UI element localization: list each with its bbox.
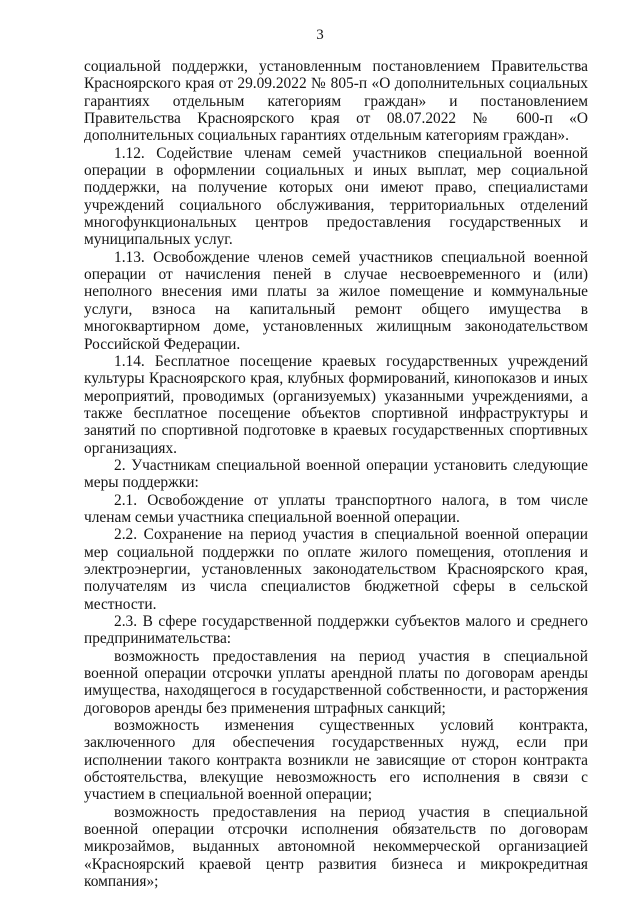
list-item-microloan-deferral: возможность предоставления на период участия в специальной военной операции отсрочки исполнения обязательств по договорам микрозаймов, выданных автономной некоммерческой организацией «Красноярский краевой центр развития бизнеса и микрокредитная компания»; <box>84 803 588 891</box>
paragraph-2-3: 2.3. В сфере государственной поддержки субъектов малого и среднего предпринимательства: <box>84 613 588 648</box>
page-number: 3 <box>316 27 324 43</box>
paragraph-1-13: 1.13. Освобождение членов семей участников специальной военной операции от начисления пеней в случае несвоевременного и (или) неполного внесения ими платы за жилое помещение и коммунальные услуги, взноса на капитальный ремонт общего имущества в многоквартирном доме, установленных жилищным законодательством Российской Федерации. <box>84 248 588 353</box>
document-body <box>84 58 588 891</box>
list-item-rent-deferral: возможность предоставления на период участия в специальной военной операции отсрочки уплаты арендной платы по договорам аренды имущества, находящегося в государственной собственности, и расторжения договоров аренды без применения штрафных санкций; <box>84 647 588 717</box>
paragraph-1-12: 1.12. Содействие членам семей участников специальной военной операции в оформлении социальных и иных выплат, мер социальной поддержки, на получение которых они имеют право, специалистами учреждений социального обслуживания, территориальных отделений многофункциональных центров предоставления государственных и муниципальных услуг. <box>84 144 588 249</box>
paragraph-2: 2. Участникам специальной военной операции установить следующие меры поддержки: <box>84 456 588 492</box>
paragraph-2-2: 2.2. Сохранение на период участия в специальной военной операции мер социальной поддержки по оплате жилого помещения, отопления и электроэнергии, установленных законодательством Красноярского края, получателям из числа специалистов бюджетной сферы в сельской местности. <box>84 526 588 613</box>
paragraph-2-1: 2.1. Освобождение от уплаты транспортного налога, в том числе членам семьи участника специальной военной операции. <box>84 491 588 526</box>
list-item-contract-change: возможность изменения существенных условий контракта, заключенного для обеспечения государственных нужд, если при исполнении такого контракта возникли не зависящие от сторон контракта обстоятельства, влекущие невозможность его исполнения в связи с участием в специальной военной операции; <box>84 717 588 804</box>
paragraph-1-14: 1.14. Бесплатное посещение краевых государственных учреждений культуры Красноярского края, клубных формирований, кинопоказов и иных мероприятий, проводимых (организуемых) указанными учреждениями, а также бесплатное посещение объектов спортивной инфраструктуры и занятий по спортивной подготовке в краевых государственных спортивных организациях. <box>84 352 588 457</box>
paragraph-continuation: социальной поддержки, установленным постановлением Правительства Красноярского края от 29.09.2022 № 805-п «О дополнительных социальных гарантиях отдельным категориям граждан» и постановлением Правительства Красноярского края от 08.07.2022 № 600-п «О дополнительных социальных гарантиях отдельным категориям граждан». <box>84 58 588 145</box>
